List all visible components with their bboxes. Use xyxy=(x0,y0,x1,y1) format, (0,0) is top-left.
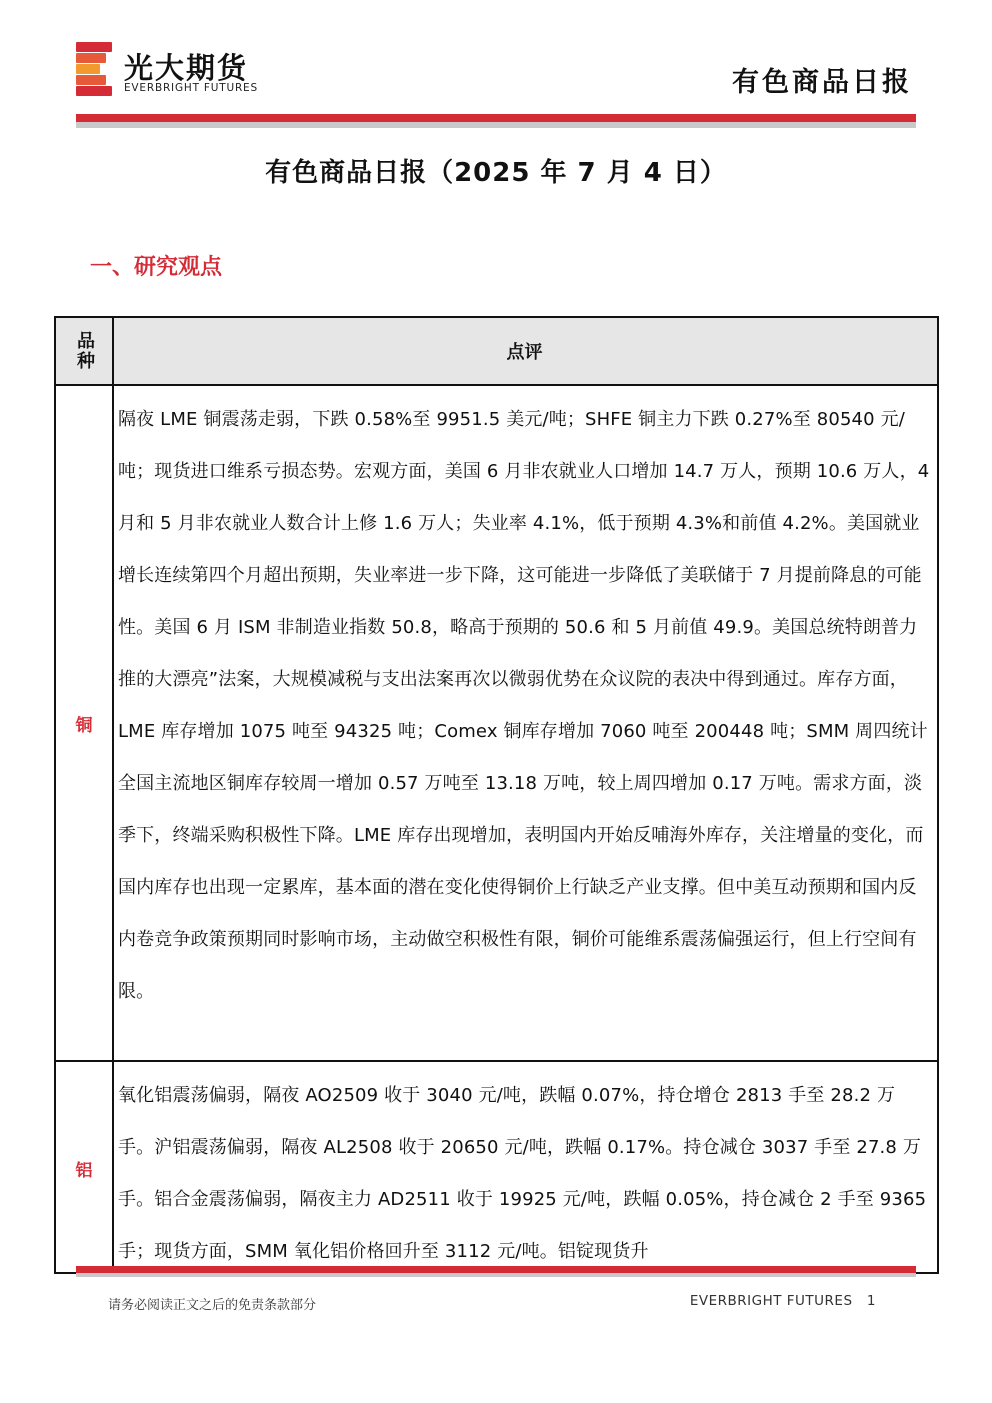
footer-rule xyxy=(76,1266,916,1273)
section-heading: 一、研究观点 xyxy=(90,255,223,280)
report-name: 有色商品日报 xyxy=(732,67,912,98)
footer-disclaimer: 请务必阅读正文之后的免责条款部分 xyxy=(108,1298,317,1313)
logo-bar-4 xyxy=(76,75,106,85)
research-table xyxy=(54,316,939,1274)
footer-company-page xyxy=(690,1293,876,1309)
variety-cell: 铝 xyxy=(75,1160,93,1181)
header-rule xyxy=(76,114,916,122)
document-title: 有色商品日报（2025 年 7 月 4 日） xyxy=(265,158,727,188)
company-logo xyxy=(76,42,112,96)
table-row xyxy=(56,386,937,1062)
brand-name-cn: 光大期货 xyxy=(124,51,249,85)
comment-cell: 隔夜 LME 铜震荡走弱，下跌 0.58%至 9951.5 美元/吨；SHFE 铜主力下跌 0.27%至 80540 元/吨；现货进口维系亏损态势。宏观方面，美国 6 月非农就业人口增加 14.7 万人，预期 10.6 万人，4 月和 5 月非农就业人数合计上修 1.6 万人；失业率 4.1%，低于预期 4.3%和前值 4.2%。美国就业增长连续第四个月超出预期，失业率进一步下降，这可能进一步降低了美联储于 7 月提前降息的可能性。美国 6 月 ISM 非制造业指数 50.8，略高于预期的 50.6 和 5 月前值 49.9。美国总统特朗普力推的大漂亮”法案，大规模减税与支出法案再次以微弱优势在众议院的表决中得到通过。库存方面，LME 库存增加 1075 吨至 94325 吨；Comex 铜库存增加 7060 吨至 200448 吨；SMM 周四统计全国主流地区铜库存较周一增加 0.57 万吨至 13.18 万吨，较上周四增加 0.17 万吨。需求方面，淡季下，终端采购积极性下降。LME 库存出现增加，表明国内开始反哺海外库存，关注增量的变化，而国内库存也出现一定累库，基本面的潜在变化使得铜价上行缺乏产业支撑。但中美互动预期和国内反内卷竞争政策预期同时影响市场，主动做空积极性有限，铜价可能维系震荡偏强运行，但上行空间有限。 xyxy=(118,409,930,1002)
table-header-row xyxy=(56,318,937,386)
brand-name-en: EVERBRIGHT FUTURES xyxy=(124,82,258,94)
table-row xyxy=(56,1062,937,1274)
variety-cell: 铜 xyxy=(75,715,93,736)
header-variety: 品种 xyxy=(74,331,95,371)
logo-bar-5 xyxy=(76,86,112,96)
comment-cell: 氧化铝震荡偏弱，隔夜 AO2509 收于 3040 元/吨，跌幅 0.07%，持仓增仓 2813 手至 28.2 万手。沪铝震荡偏弱，隔夜 AL2508 收于 20650 元/吨，跌幅 0.17%。持仓减仓 3037 手至 27.8 万手。铝合金震荡偏弱，隔夜主力 AD2511 收于 19925 元/吨，跌幅 0.05%，持仓减仓 2 手至 9365 手；现货方面，SMM 氧化铝价格回升至 3112 元/吨。铝锭现货升 xyxy=(118,1085,927,1262)
logo-bar-3 xyxy=(76,64,100,74)
logo-bar-1 xyxy=(76,42,112,52)
footer-rule-shadow xyxy=(76,1273,916,1277)
page-number: 1 xyxy=(866,1293,876,1309)
header-comment: 点评 xyxy=(506,342,543,363)
footer-company: EVERBRIGHT FUTURES xyxy=(689,1293,853,1309)
logo-bar-2 xyxy=(76,53,106,63)
